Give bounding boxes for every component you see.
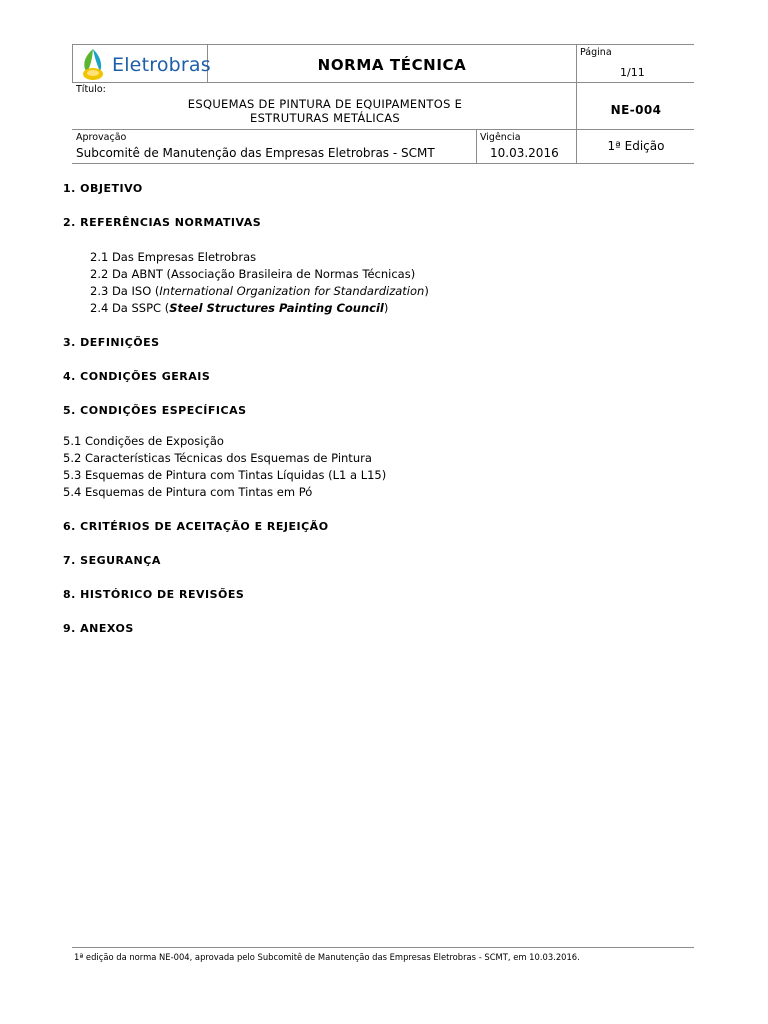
eletrobras-leaf-icon bbox=[78, 48, 108, 82]
footer-divider bbox=[72, 947, 694, 948]
toc-item-condicoes-especificas: 5. CONDIÇÕES ESPECÍFICAS bbox=[63, 404, 247, 417]
toc-item-historico: 8. HISTÓRICO DE REVISÕES bbox=[63, 588, 245, 601]
toc-item-seguranca: 7. SEGURANÇA bbox=[63, 554, 161, 567]
header-border-top bbox=[72, 44, 694, 45]
page-number: 1/11 bbox=[620, 66, 645, 79]
toc-subitem-2-4 bbox=[90, 301, 388, 315]
document-title bbox=[150, 97, 500, 125]
toc-item-objetivo: 1. OBJETIVO bbox=[63, 182, 143, 195]
header-border-bottom bbox=[72, 163, 694, 164]
edition: 1ª Edição bbox=[607, 139, 665, 153]
toc-item-referencias: 2. REFERÊNCIAS NORMATIVAS bbox=[63, 216, 262, 229]
toc-subitem-5-4: 5.4 Esquemas de Pintura com Tintas em Pó bbox=[63, 485, 313, 499]
eletrobras-logo bbox=[78, 48, 211, 82]
toc-subitem-2-3-suffix: ) bbox=[424, 284, 429, 298]
toc-subitem-5-1: 5.1 Condições de Exposição bbox=[63, 434, 224, 448]
toc-item-criterios: 6. CRITÉRIOS DE ACEITAÇÃO E REJEIÇÃO bbox=[63, 520, 329, 533]
page-label: Página bbox=[580, 47, 612, 58]
toc-subitem-2-1: 2.1 Das Empresas Eletrobras bbox=[90, 250, 257, 264]
toc-subitem-2-3-italic: International Organization for Standardization bbox=[159, 284, 425, 298]
toc-subitem-5-3: 5.3 Esquemas de Pintura com Tintas Líquidas (L1 a L15) bbox=[63, 468, 387, 482]
vigencia-value: 10.03.2016 bbox=[490, 146, 559, 160]
document-code: NE-004 bbox=[610, 103, 662, 117]
doc-type-title: NORMA TÉCNICA bbox=[317, 56, 467, 74]
header-divider-2 bbox=[72, 129, 694, 130]
header-vigencia-divider bbox=[476, 129, 477, 163]
title-label: Título: bbox=[76, 84, 106, 95]
approval-label: Aprovação bbox=[76, 132, 127, 143]
header-right-col-divider bbox=[576, 44, 577, 163]
toc-item-definicoes: 3. DEFINIÇÕES bbox=[63, 336, 160, 349]
footer-note: 1ª edição da norma NE-004, aprovada pelo Subcomitê de Manutenção das Empresas Eletrobras - SCMT, em 10.03.2016. bbox=[74, 952, 580, 962]
approval-value: Subcomitê de Manutenção das Empresas Eletrobras - SCMT bbox=[76, 146, 435, 160]
header-divider-1 bbox=[72, 82, 694, 83]
document-title-line-2: ESTRUTURAS METÁLICAS bbox=[250, 111, 400, 125]
toc-subitem-2-4-italic: Steel Structures Painting Council bbox=[169, 301, 384, 315]
toc-subitem-5-2: 5.2 Características Técnicas dos Esquemas de Pintura bbox=[63, 451, 372, 465]
vigencia-label: Vigência bbox=[480, 132, 521, 143]
toc-subitem-2-3-prefix: 2.3 Da ISO ( bbox=[90, 284, 160, 298]
toc-subitem-2-3 bbox=[90, 284, 429, 298]
logo-wordmark: Eletrobras bbox=[112, 54, 211, 76]
toc-item-condicoes-gerais: 4. CONDIÇÕES GERAIS bbox=[63, 370, 211, 383]
toc-subitem-2-2: 2.2 Da ABNT (Associação Brasileira de Normas Técnicas) bbox=[90, 267, 416, 281]
toc-subitem-2-4-suffix: ) bbox=[383, 301, 389, 315]
toc-subitem-2-4-prefix: 2.4 Da SSPC ( bbox=[90, 301, 170, 315]
toc-item-anexos: 9. ANEXOS bbox=[63, 622, 134, 635]
document-title-line-1: ESQUEMAS DE PINTURA DE EQUIPAMENTOS E bbox=[187, 97, 463, 111]
header-border-left bbox=[72, 44, 73, 82]
